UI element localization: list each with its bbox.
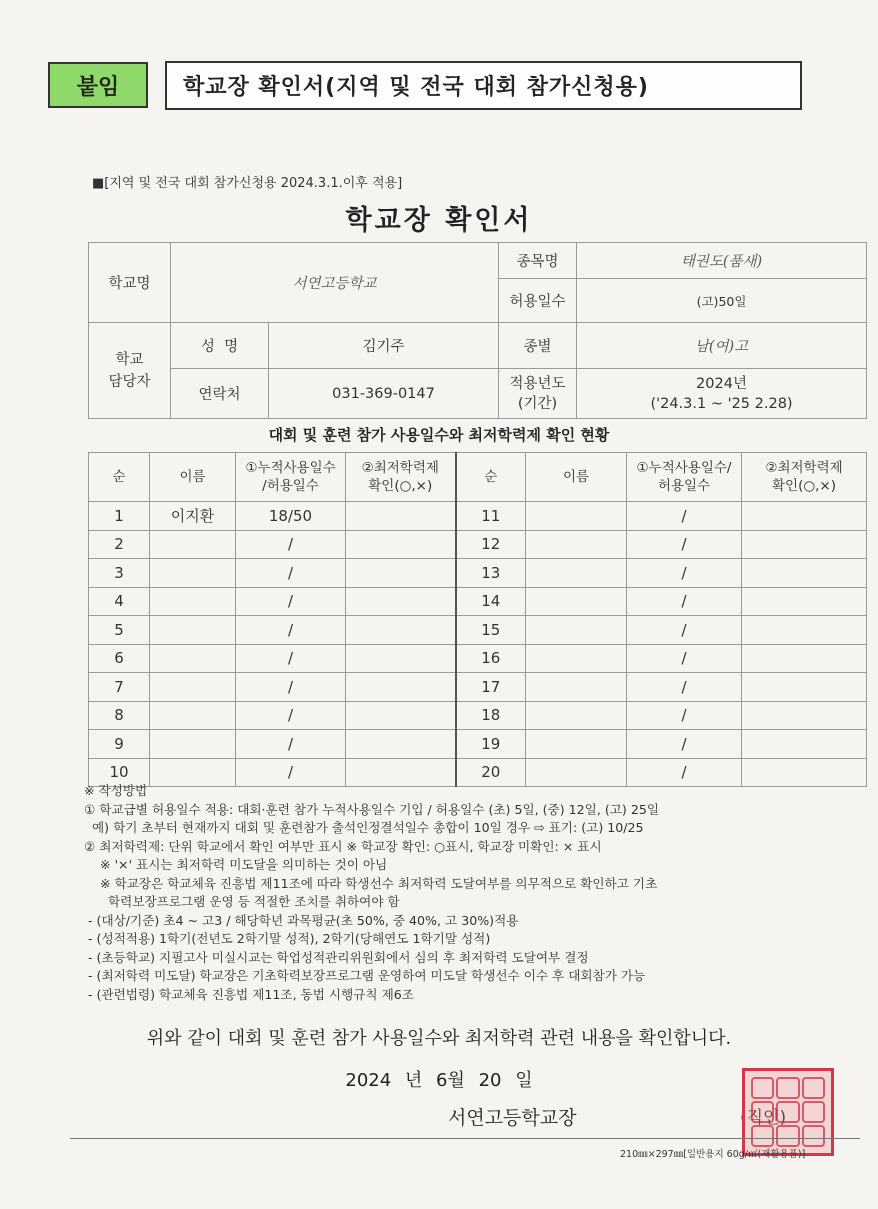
row-number: 12 xyxy=(456,530,526,559)
table-row xyxy=(89,587,867,616)
academic-check xyxy=(346,730,456,759)
usage-days: / xyxy=(236,587,346,616)
usage-status-table xyxy=(88,452,867,787)
header-no: 순 xyxy=(456,453,526,502)
contact-label: 연락처 xyxy=(171,369,269,419)
student-name xyxy=(150,673,236,702)
row-number: 14 xyxy=(456,587,526,616)
student-name xyxy=(526,644,627,673)
usage-days: / xyxy=(627,644,742,673)
academic-check xyxy=(742,673,867,702)
usage-days: / xyxy=(236,673,346,702)
principal-name: 서연고등학교장 xyxy=(448,1107,577,1129)
row-number: 7 xyxy=(89,673,150,702)
student-name xyxy=(150,587,236,616)
row-number: 4 xyxy=(89,587,150,616)
header-days: ①누적사용일수 /허용일수 xyxy=(236,453,346,502)
year-cell xyxy=(577,369,867,419)
confirmation-statement: 위와 같이 대회 및 훈련 참가 사용일수와 최저학력 관련 내용을 확인합니다. xyxy=(146,1028,732,1049)
school-value: 서연고등학교 xyxy=(171,243,499,323)
table-row xyxy=(89,530,867,559)
instruction-line: - (관련법령) 학교체육 진흥법 제11조, 동법 시행규칙 제6조 xyxy=(84,986,414,1002)
academic-check xyxy=(742,559,867,588)
academic-check xyxy=(742,502,867,531)
allowed-days-value: (고)50일 xyxy=(577,279,867,323)
table-row xyxy=(89,730,867,759)
academic-check xyxy=(742,701,867,730)
paper-spec: 210㎜×297㎜[일반용지 60g/㎡(재활용품)] xyxy=(620,1149,806,1160)
header-name: 이름 xyxy=(526,453,627,502)
usage-days: / xyxy=(236,530,346,559)
usage-days: / xyxy=(627,758,742,787)
table-row xyxy=(89,502,867,531)
header-days: ①누적사용일수/ 허용일수 xyxy=(627,453,742,502)
student-name xyxy=(150,730,236,759)
academic-check xyxy=(742,587,867,616)
writing-instructions xyxy=(84,782,874,1004)
row-number: 2 xyxy=(89,530,150,559)
table-row xyxy=(89,559,867,588)
allowed-days-label: 허용일수 xyxy=(499,279,577,323)
student-name xyxy=(526,616,627,645)
sport-value: 태권도(품새) xyxy=(577,243,867,279)
student-name xyxy=(526,701,627,730)
student-name: 이지환 xyxy=(150,502,236,531)
header-check: ②최저학력제 확인(○,×) xyxy=(742,453,867,502)
instruction-line: - (성적적용) 1학기(전년도 2학기말 성적), 2학기(당해연도 1학기말 성적) xyxy=(84,931,491,946)
usage-days: / xyxy=(236,701,346,730)
manager-label: 학교 담당자 xyxy=(89,323,171,419)
row-number: 16 xyxy=(456,644,526,673)
row-number: 5 xyxy=(89,616,150,645)
table-row xyxy=(89,701,867,730)
instruction-line: 예) 학기 초부터 현재까지 대회 및 훈련참가 출석인정결석일수 총합이 10일 경우 ⇨ 표기: (고) 10/25 xyxy=(84,820,644,835)
school-info-table xyxy=(88,242,867,419)
form-note: ■[지역 및 전국 대회 참가신청용 2024.3.1.이후 적용] xyxy=(92,176,403,191)
header-no: 순 xyxy=(89,453,150,502)
gender-label: 종별 xyxy=(499,323,577,369)
student-name xyxy=(526,502,627,531)
academic-check xyxy=(346,616,456,645)
seal-label: (직인) xyxy=(740,1108,787,1128)
usage-days: / xyxy=(627,502,742,531)
row-number: 8 xyxy=(89,701,150,730)
academic-check xyxy=(742,530,867,559)
instruction-line: ※ 학교장은 학교체육 진흥법 제11조에 따라 학생선수 최저학력 도달여부를 의무적으로 확인하고 기초 xyxy=(84,875,658,891)
student-name xyxy=(526,530,627,559)
school-label: 학교명 xyxy=(89,243,171,323)
academic-check xyxy=(742,730,867,759)
student-name xyxy=(526,673,627,702)
table-row xyxy=(89,644,867,673)
row-number: 20 xyxy=(456,758,526,787)
row-number: 1 xyxy=(89,502,150,531)
usage-days: / xyxy=(627,673,742,702)
row-number: 17 xyxy=(456,673,526,702)
student-name xyxy=(526,559,627,588)
instruction-line: - (대상/기준) 초4 ~ 고3 / 해당학년 과목평균(초 50%, 중 40%, 고 30%)적용 xyxy=(84,912,519,928)
student-name xyxy=(526,587,627,616)
academic-check xyxy=(346,673,456,702)
usage-days: / xyxy=(236,559,346,588)
usage-days: / xyxy=(627,616,742,645)
row-number: 6 xyxy=(89,644,150,673)
student-name xyxy=(150,644,236,673)
row-number: 3 xyxy=(89,559,150,588)
issue-date: 2024 년 6월 20 일 xyxy=(345,1070,533,1091)
usage-days: / xyxy=(236,616,346,645)
row-number: 11 xyxy=(456,502,526,531)
academic-check xyxy=(346,559,456,588)
academic-check xyxy=(742,616,867,645)
instruction-line: ① 학교급별 허용일수 적용: 대회·훈련 참가 누적사용일수 기입 / 허용일수 (초) 5일, (중) 12일, (고) 25일 xyxy=(84,801,660,817)
usage-days: / xyxy=(627,530,742,559)
row-number: 19 xyxy=(456,730,526,759)
gender-value: 남(여)고 xyxy=(577,323,867,369)
student-name xyxy=(150,530,236,559)
contact-value: 031-369-0147 xyxy=(269,369,499,419)
official-seal xyxy=(742,1068,834,1156)
name-label: 성 명 xyxy=(171,323,269,369)
row-number: 18 xyxy=(456,701,526,730)
section-title: 대회 및 훈련 참가 사용일수와 최저학력제 확인 현황 xyxy=(268,426,610,444)
table-row xyxy=(89,673,867,702)
year-label: 적용년도 (기간) xyxy=(499,369,577,419)
usage-days: / xyxy=(627,730,742,759)
row-number: 15 xyxy=(456,616,526,645)
instruction-line: 학력보장프로그램 운영 등 적절한 조치를 취하여야 함 xyxy=(84,894,400,909)
year-value: 2024년 xyxy=(696,375,747,392)
table-row xyxy=(89,616,867,645)
sport-label: 종목명 xyxy=(499,243,577,279)
footer-divider xyxy=(70,1138,860,1139)
instruction-line: ※ 작성방법 xyxy=(84,783,148,798)
student-name xyxy=(150,616,236,645)
instruction-line: ※ '×' 표시는 최저학력 미도달을 의미하는 것이 아님 xyxy=(84,857,388,872)
usage-days: / xyxy=(627,587,742,616)
usage-days: / xyxy=(236,730,346,759)
period-value: ('24.3.1 ~ '25 2.28) xyxy=(650,395,793,412)
usage-days: 18/50 xyxy=(236,502,346,531)
name-value: 김기주 xyxy=(269,323,499,369)
instruction-line: ② 최저학력제: 단위 학교에서 확인 여부만 표시 ※ 학교장 확인: ○표시, 학교장 미확인: × 표시 xyxy=(84,838,602,854)
student-name xyxy=(526,730,627,759)
row-number: 13 xyxy=(456,559,526,588)
student-name xyxy=(150,559,236,588)
usage-days: / xyxy=(236,644,346,673)
header-title: 학교장 확인서(지역 및 전국 대회 참가신청용) xyxy=(165,61,802,110)
academic-check xyxy=(346,587,456,616)
student-name xyxy=(150,701,236,730)
attachment-tag: 붙임 xyxy=(48,62,148,108)
header-check: ②최저학력제 확인(○,×) xyxy=(346,453,456,502)
instruction-line: - (초등학교) 지필고사 미실시교는 학업성적관리위원회에서 심의 후 최저학력 도달여부 결정 xyxy=(84,949,589,965)
academic-check xyxy=(742,644,867,673)
header-name: 이름 xyxy=(150,453,236,502)
row-number: 10 xyxy=(89,758,150,787)
academic-check xyxy=(346,701,456,730)
academic-check xyxy=(346,530,456,559)
document-title: 학교장 확인서 xyxy=(345,205,533,236)
usage-days: / xyxy=(236,758,346,787)
academic-check xyxy=(346,502,456,531)
instruction-line: - (최저학력 미도달) 학교장은 기초학력보장프로그램 운영하여 미도달 학생선수 이수 후 대회참가 가능 xyxy=(84,968,646,983)
row-number: 9 xyxy=(89,730,150,759)
academic-check xyxy=(346,644,456,673)
usage-days: / xyxy=(627,701,742,730)
usage-days: / xyxy=(627,559,742,588)
